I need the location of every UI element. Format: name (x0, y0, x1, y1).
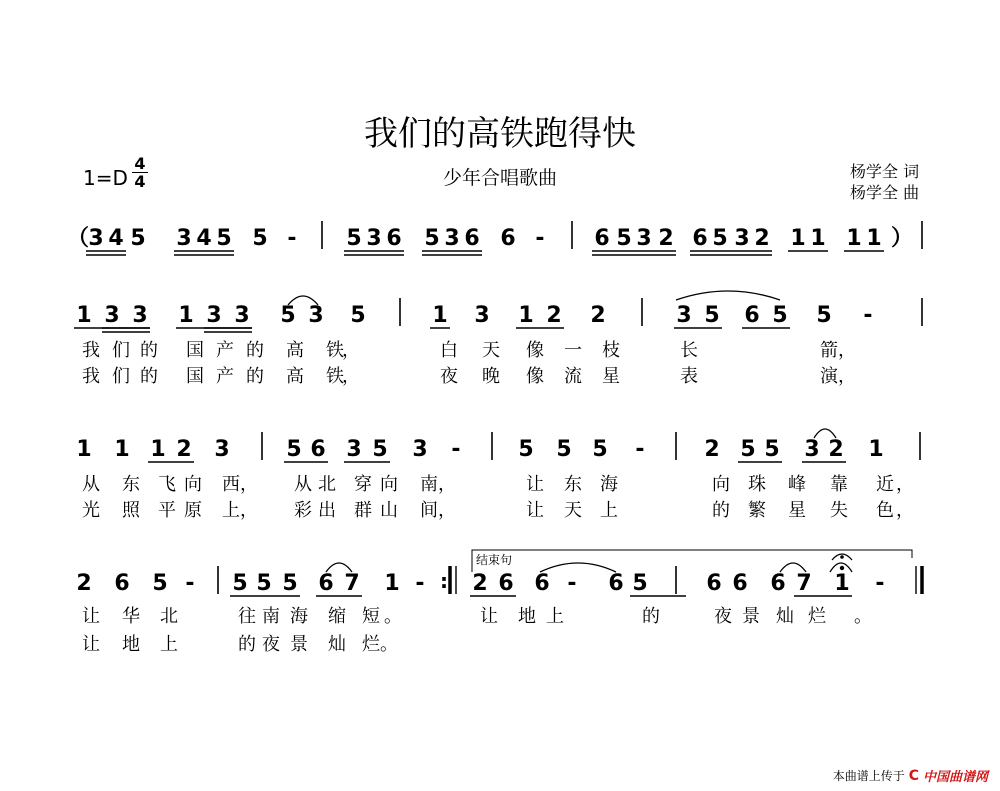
lyric-char: 缩 (328, 606, 346, 627)
note: 4 (196, 226, 212, 251)
note: 5 (346, 226, 362, 251)
lyric-char: 让 (526, 474, 544, 495)
note-dash: - (185, 571, 195, 596)
lyric-char: ， (342, 340, 360, 361)
note: 5 (740, 437, 756, 462)
note: 2 (176, 437, 192, 462)
note: 5 (772, 303, 788, 328)
lyric-char: 长 (680, 340, 698, 361)
lyric-char: 产 (216, 340, 234, 361)
lyric-char: 上 (222, 500, 240, 521)
lyric-char: 灿 (776, 606, 794, 627)
lyric-char: ， (240, 474, 258, 495)
repeat-dots: : (440, 569, 448, 593)
lyric-char: 箭 (820, 340, 838, 361)
lyric-char: 天 (482, 340, 500, 361)
note: 3 (444, 226, 460, 251)
lyric-char: 向 (712, 474, 730, 495)
note-dash: - (535, 226, 545, 251)
note: 6 (114, 571, 130, 596)
note: 2 (754, 226, 770, 251)
lyric-char: 的 (238, 634, 256, 655)
lyric-char: 我 (82, 340, 100, 361)
lyric-char: ， (438, 500, 456, 521)
lyric-char: 白 (440, 340, 458, 361)
lyric-char: 灿 (328, 634, 346, 655)
lyric-char: 像 (526, 340, 544, 361)
note: 5 (280, 303, 296, 328)
note: 5 (632, 571, 648, 596)
note: 3 (104, 303, 120, 328)
note: 6 (732, 571, 748, 596)
site-logo-icon: C (908, 767, 919, 784)
lyric-char: 。 (854, 606, 872, 627)
lyric-char: 群 (354, 500, 372, 521)
note: 5 (152, 571, 168, 596)
lyric-char: 色 (876, 500, 894, 521)
note: 5 (816, 303, 832, 328)
lyric-char: 铁 (326, 366, 344, 387)
note: 6 (500, 226, 516, 251)
note: 5 (130, 226, 146, 251)
note: 1 (790, 226, 806, 251)
note: 7 (344, 571, 360, 596)
lyric-char: 让 (82, 606, 100, 627)
note: 3 (308, 303, 324, 328)
lyric-char: 们 (112, 340, 130, 361)
note-dash: - (863, 303, 873, 328)
lyric-char: 晚 (482, 366, 500, 387)
note: 5 (232, 571, 248, 596)
lyric-char: 从 (294, 474, 312, 495)
note-dash: - (875, 571, 885, 596)
lyric-char: 高 (286, 340, 304, 361)
lyric-char: 星 (602, 366, 620, 387)
note: 5 (518, 437, 534, 462)
note: 3 (346, 437, 362, 462)
lyric-char: 彩 (294, 500, 312, 521)
note: 3 (804, 437, 820, 462)
note: 5 (252, 226, 268, 251)
lyric-char: ， (438, 474, 456, 495)
lyric-char: 让 (480, 606, 498, 627)
lyric-char: 景 (742, 606, 760, 627)
note: 1 (834, 571, 850, 596)
lyric-char: 南 (420, 474, 438, 495)
lyric-char: ， (838, 366, 856, 387)
note: 1 (810, 226, 826, 251)
lyric-char: 我 (82, 366, 100, 387)
lyric-char: 峰 (788, 474, 806, 495)
octave-dot (840, 566, 844, 570)
ending-bracket-label: 结束句 (476, 553, 513, 567)
note: 5 (712, 226, 728, 251)
lyric-char: 照 (122, 500, 140, 521)
note: 4 (108, 226, 124, 251)
note-dash: - (415, 571, 425, 596)
lyric-char: 高 (286, 366, 304, 387)
lyric-char: 山 (380, 500, 398, 521)
lyric-char: 的 (712, 500, 730, 521)
lyric-char: ， (896, 500, 914, 521)
note: 5 (216, 226, 232, 251)
score-subtitle: 少年合唱歌曲 (442, 167, 557, 189)
lyric-char: 原 (184, 500, 202, 521)
note: 6 (744, 303, 760, 328)
lyric-char: 铁 (326, 340, 344, 361)
lyric-char: 珠 (748, 474, 766, 495)
lyric-char: 海 (600, 474, 618, 495)
note: 6 (318, 571, 334, 596)
lyric-char: 的 (642, 606, 660, 627)
note: 2 (472, 571, 488, 596)
lyric-char: 平 (158, 500, 176, 521)
lyric-char: 向 (184, 474, 202, 495)
note: 3 (132, 303, 148, 328)
note: 3 (206, 303, 222, 328)
lyric-char: 像 (526, 366, 544, 387)
lyric-char: 枝 (602, 340, 620, 361)
lyric-char: 。 (380, 634, 398, 655)
lyric-char: 的 (246, 340, 264, 361)
lyric-char: 的 (246, 366, 264, 387)
slur (540, 563, 616, 572)
lyric-char: 产 (216, 366, 234, 387)
lyric-char: 华 (122, 606, 140, 627)
lyric-char: 东 (564, 474, 582, 495)
note: （ (66, 226, 90, 251)
lyric-char: 流 (564, 366, 582, 387)
lyric-char: 北 (160, 606, 178, 627)
fermata-dot (840, 555, 844, 559)
lyric-char: 失 (830, 500, 848, 521)
lyric-char: 南 (262, 606, 280, 627)
note: 5 (592, 437, 608, 462)
lyric-char: 繁 (748, 500, 766, 521)
note: 5 (256, 571, 272, 596)
lyric-char: 一 (564, 340, 582, 361)
lyric-char: 短 (362, 606, 380, 627)
lyric-char: 穿 (354, 474, 372, 495)
note: 6 (310, 437, 326, 462)
lyric-char: 地 (122, 634, 140, 655)
upload-text: 本曲谱上传于 (832, 769, 905, 783)
lyric-char: 地 (518, 606, 536, 627)
lyric-char: ， (838, 340, 856, 361)
lyric-char: 天 (564, 500, 582, 521)
note: 1 (76, 437, 92, 462)
lyric-char: 。 (384, 606, 402, 627)
lyric-char: 的 (140, 340, 158, 361)
note: 2 (546, 303, 562, 328)
lyric-char: 表 (680, 366, 698, 387)
note: 3 (734, 226, 750, 251)
note: 5 (282, 571, 298, 596)
note: 5 (286, 437, 302, 462)
note: 1 (150, 437, 166, 462)
note: 6 (386, 226, 402, 251)
lyric-char: 景 (290, 634, 308, 655)
lyric-char: 烂 (362, 634, 380, 655)
lyric-char: ， (342, 366, 360, 387)
note: 2 (704, 437, 720, 462)
lyric-char: 靠 (830, 474, 848, 495)
site-logo-text: 中国曲谱网 (922, 770, 988, 785)
note: 2 (658, 226, 674, 251)
note: 7 (796, 571, 812, 596)
key-signature: 1=D (83, 166, 128, 190)
lyric-char: 海 (290, 606, 308, 627)
ending-bracket (472, 550, 912, 572)
lyric-char: 上 (546, 606, 564, 627)
note: 1 (384, 571, 400, 596)
lyric-char: 光 (82, 500, 100, 521)
note: 2 (76, 571, 92, 596)
note: 6 (608, 571, 624, 596)
lyric-char: 星 (788, 500, 806, 521)
footer (833, 766, 988, 785)
note-dash: - (635, 437, 645, 462)
note: 6 (770, 571, 786, 596)
note: 3 (214, 437, 230, 462)
slur (676, 291, 780, 300)
note: 5 (764, 437, 780, 462)
lyric-char: 国 (186, 340, 204, 361)
time-signature-bottom: 4 (134, 172, 146, 191)
lyric-char: 烂 (808, 606, 826, 627)
lyric-char: 北 (318, 474, 336, 495)
note: 6 (594, 226, 610, 251)
note: ） (890, 226, 914, 251)
lyric-char: 出 (318, 500, 336, 521)
note: 1 (178, 303, 194, 328)
note: 5 (424, 226, 440, 251)
note: 1 (432, 303, 448, 328)
note: 1 (76, 303, 92, 328)
note: 6 (706, 571, 722, 596)
lyric-char: 夜 (714, 606, 732, 627)
lyric-char: 东 (122, 474, 140, 495)
lyric-char: 让 (82, 634, 100, 655)
note: 1 (868, 437, 884, 462)
note: 1 (518, 303, 534, 328)
composer-credit: 杨学全 曲 (850, 183, 920, 202)
lyric-char: 上 (600, 500, 618, 521)
lyric-char: 往 (238, 606, 256, 627)
lyric-char: ， (896, 474, 914, 495)
note: 1 (846, 226, 862, 251)
note: 2 (828, 437, 844, 462)
note-dash: - (567, 571, 577, 596)
note: 2 (590, 303, 606, 328)
note-dash: - (287, 226, 297, 251)
note: 3 (636, 226, 652, 251)
note: 3 (474, 303, 490, 328)
note: 5 (350, 303, 366, 328)
lyric-char: 飞 (158, 474, 176, 495)
note: 3 (412, 437, 428, 462)
lyricist-credit: 杨学全 词 (850, 162, 920, 181)
note: 3 (88, 226, 104, 251)
note: 3 (176, 226, 192, 251)
lyric-char: 的 (140, 366, 158, 387)
time-signature-top: 4 (134, 154, 146, 173)
lyric-char: 上 (160, 634, 178, 655)
lyric-char: ， (240, 500, 258, 521)
note: 1 (114, 437, 130, 462)
note: 5 (616, 226, 632, 251)
note: 6 (464, 226, 480, 251)
note: 6 (692, 226, 708, 251)
lyric-char: 演 (820, 366, 838, 387)
note: 3 (676, 303, 692, 328)
note: 6 (534, 571, 550, 596)
note: 5 (704, 303, 720, 328)
lyric-char: 们 (112, 366, 130, 387)
note: 3 (366, 226, 382, 251)
lyric-char: 从 (82, 474, 100, 495)
lyric-char: 夜 (262, 634, 280, 655)
lyric-char: 间 (420, 500, 438, 521)
lyric-char: 让 (526, 500, 544, 521)
lyric-char: 夜 (440, 366, 458, 387)
lyric-char: 向 (380, 474, 398, 495)
note: 5 (372, 437, 388, 462)
note-dash: - (451, 437, 461, 462)
note: 1 (866, 226, 882, 251)
lyric-char: 西 (222, 474, 240, 495)
lyric-char: 近 (876, 474, 894, 495)
note: 6 (498, 571, 514, 596)
lyric-char: 国 (186, 366, 204, 387)
score-title: 我们的高铁跑得快 (364, 114, 636, 154)
note: 5 (556, 437, 572, 462)
note: 3 (234, 303, 250, 328)
